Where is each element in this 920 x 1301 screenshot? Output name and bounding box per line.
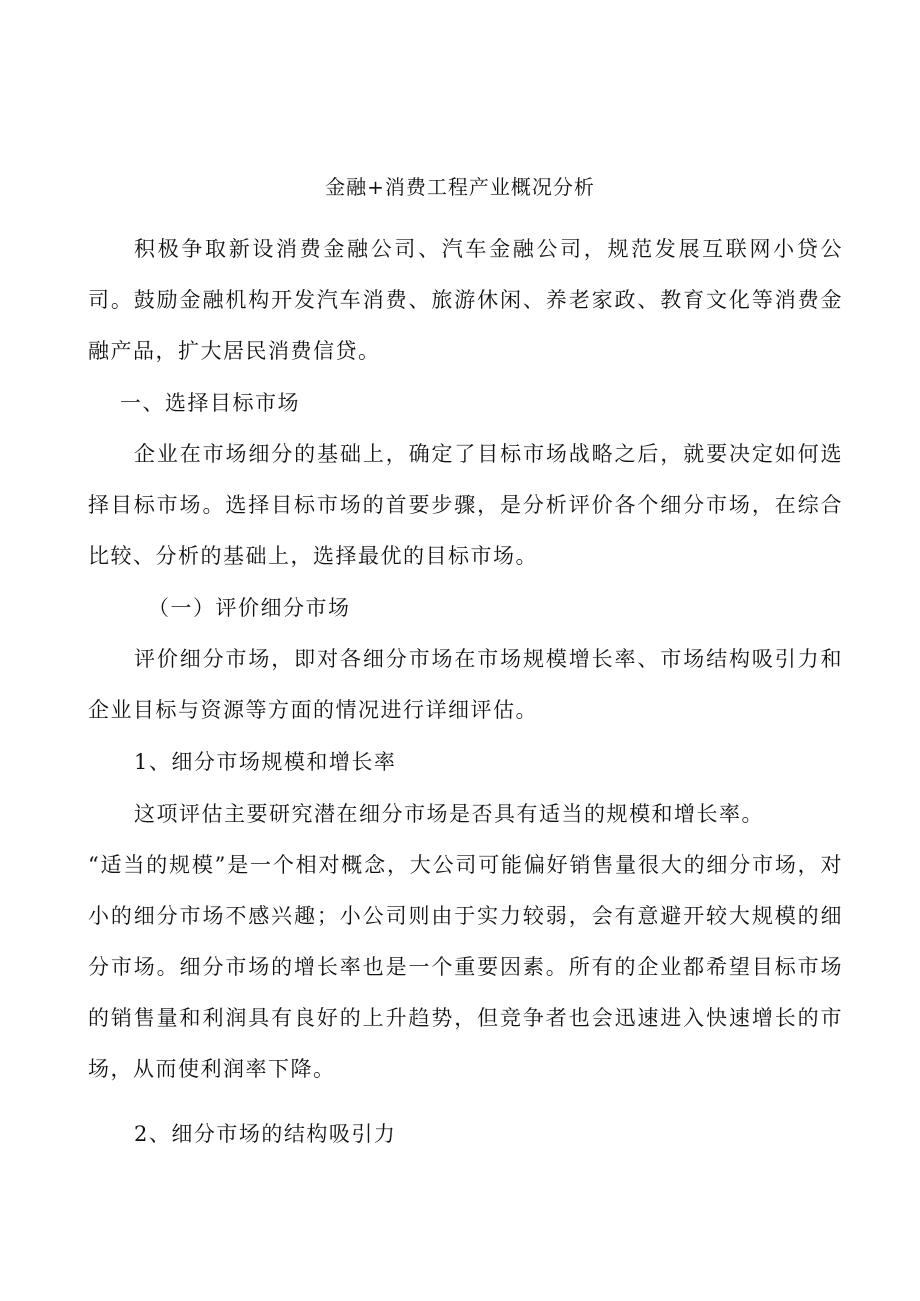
- section-paragraph: 企业在市场细分的基础上，确定了目标市场战略之后，就要决定如何选择目标市场。选择目标市场的首要步骤，是分析评价各个细分市场，在综合比较、分析的基础上，选择最优的目标市场。: [88, 442, 843, 568]
- section-heading-select-target-market: 一、选择目标市场: [120, 391, 300, 415]
- document-title: 金融+消费工程产业概况分析: [325, 175, 595, 199]
- subsection-paragraph: 评价细分市场，即对各细分市场在市场规模增长率、市场结构吸引力和企业目标与资源等方面的情况进行详细评估。: [88, 647, 843, 722]
- item-heading-size-growth: 1、细分市场规模和增长率: [134, 750, 397, 774]
- subsection-heading-evaluate-segments: （一）评价细分市场: [148, 596, 351, 620]
- item-heading-structural-attractiveness: 2、细分市场的结构吸引力: [134, 1122, 397, 1146]
- item-paragraph-continuation: “适当的规模”是一个相对概念，大公司可能偏好销售量很大的细分市场，对小的细分市场不感兴趣；小公司则由于实力较弱，会有意避开较大规模的细分市场。细分市场的增长率也是一个重要因素。所有的企业都希望目标市场的销售量和利润具有良好的上升趋势，但竞争者也会迅速进入快速增长的市场，从而使利润率下降。: [88, 853, 843, 1081]
- item-paragraph-first-line: 这项评估主要研究潜在细分市场是否具有适当的规模和增长率。: [134, 802, 764, 826]
- intro-paragraph: 积极争取新设消费金融公司、汽车金融公司，规范发展互联网小贷公司。鼓励金融机构开发汽车消费、旅游休闲、养老家政、教育文化等消费金融产品，扩大居民消费信贷。: [88, 237, 843, 363]
